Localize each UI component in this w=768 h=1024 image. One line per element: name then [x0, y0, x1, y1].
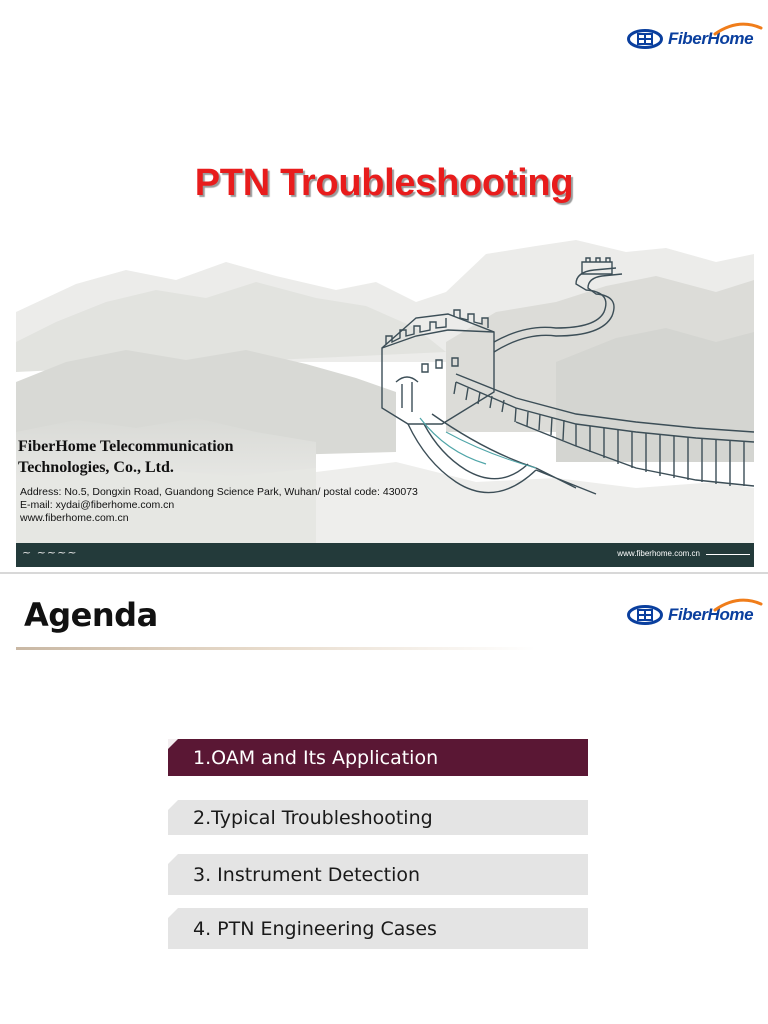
contact-info	[20, 486, 418, 525]
agenda-item-4	[168, 908, 588, 949]
title-underline	[16, 647, 536, 650]
agenda-item-label: 4. PTN Engineering Cases	[193, 917, 437, 940]
website-text: www.fiberhome.com.cn	[20, 512, 129, 524]
agenda-slide	[0, 574, 768, 1024]
email-text: E-mail: xydai@fiberhome.com.cn	[20, 499, 175, 511]
logo-wordmark: FiberHome	[668, 605, 754, 624]
fiberhome-logo	[627, 605, 753, 625]
corner-notch	[168, 908, 178, 918]
footer-url: www.fiberhome.com.cn	[617, 549, 700, 558]
company-name-line2: Technologies, Co., Ltd.	[18, 459, 174, 476]
fiberhome-logo	[627, 29, 753, 49]
agenda-item-1	[168, 739, 588, 776]
company-name-line1: FiberHome Telecommunication	[18, 438, 234, 455]
agenda-title: Agenda	[24, 596, 158, 634]
agenda-item-label: 3. Instrument Detection	[193, 863, 421, 886]
agenda-item-3	[168, 854, 588, 895]
corner-notch	[168, 854, 178, 864]
logo-swoosh-icon	[713, 20, 763, 36]
footer-divider-line	[706, 554, 750, 555]
agenda-item-label: 2.Typical Troubleshooting	[193, 806, 433, 829]
fiberhome-emblem-icon	[627, 29, 663, 49]
address-text: Address: No.5, Dongxin Road, Guandong Science Park, Wuhan/ postal code: 430073	[20, 486, 418, 498]
agenda-item-label: 1.OAM and Its Application	[193, 746, 439, 769]
corner-notch	[168, 739, 178, 749]
presentation-title: PTN Troubleshooting	[194, 162, 574, 204]
agenda-item-2	[168, 800, 588, 835]
slide-footer-bar	[16, 543, 754, 567]
company-name	[18, 436, 234, 478]
logo-wordmark: FiberHome	[668, 29, 754, 48]
corner-notch	[168, 800, 178, 810]
logo-swoosh-icon	[713, 596, 763, 612]
fiberhome-emblem-icon	[627, 605, 663, 625]
footer-calligraphy-logo: ~ ~~~~	[22, 546, 78, 559]
